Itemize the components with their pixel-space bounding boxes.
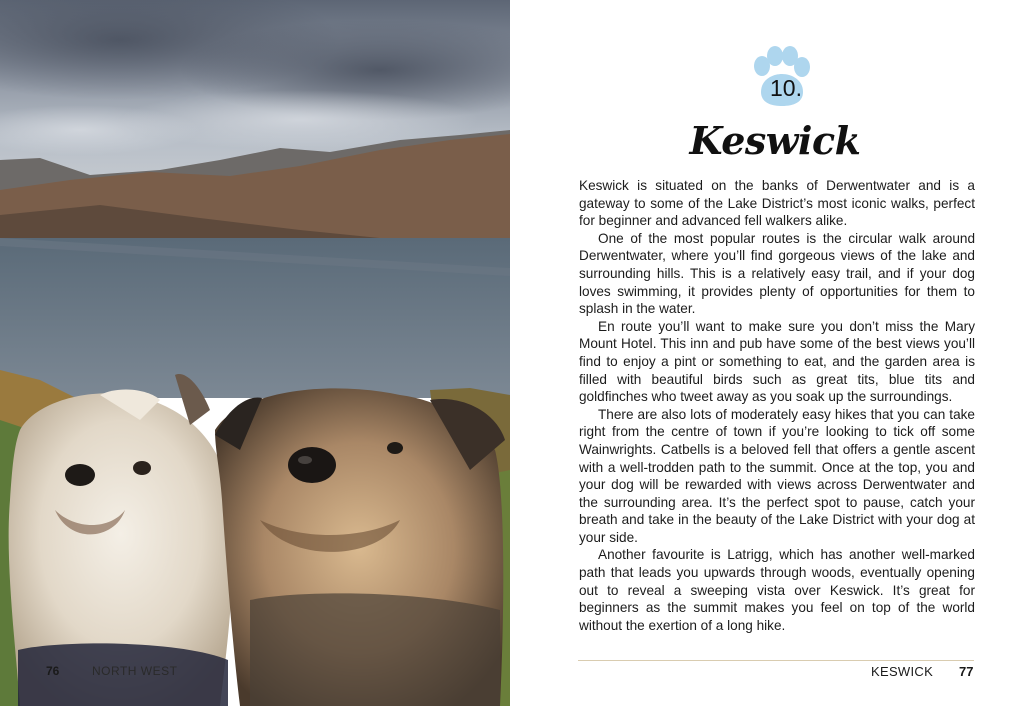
article-body xyxy=(579,177,975,634)
paragraph: Keswick is situated on the banks of Derwentwater and is a gateway to some of the Lake District’s most iconic walks, perfect for beginner and advanced fell walkers alike. xyxy=(579,178,975,229)
paragraph: There are also lots of moderately easy hikes that you can take right from the centre of town if you’re looking to tick off some Wainwrights. Catbells is a beloved fell that offers a gentle ascent with a well-trodden path to the summit. Once at the top, you and your dog will be rewarded with views across Derwentwater and the surrounding area. It’s the perfect spot to pause, catch your breath and take in the beauty of the Lake District with your dog at your side. xyxy=(579,406,975,545)
right-page-number: 77 xyxy=(959,664,974,679)
left-running-footer: NORTH WEST xyxy=(92,664,178,678)
paragraph: En route you’ll want to make sure you don’t miss the Mary Mount Hotel. This inn and pub have some of the best views you’ll find to enjoy a pint or something to eat, and the garden area is filled with beautiful birds such as great tits, blue tits and goldfinches who tweet away as you soak up the surroundings. xyxy=(579,318,975,405)
right-page xyxy=(510,0,1020,706)
right-running-footer: KESWICK xyxy=(871,664,934,679)
page-title: Keswick xyxy=(689,118,861,163)
paragraph: One of the most popular routes is the circular walk around Derwentwater, where you’ll find gorgeous views of the lake and surrounding hills. This is a relatively easy trail, and if your dog loves swimming, it provides plenty of opportunities for them to splash in the water. xyxy=(579,230,975,317)
left-page-number: 76 xyxy=(46,664,60,678)
chapter-number: 10. xyxy=(770,75,802,101)
footer-divider xyxy=(578,660,974,661)
paragraph: Another favourite is Latrigg, which has another well-marked path that leads you upwards through woods, eventually opening out to reveal a sweeping vista over Keswick. It’s great for beginners as the summit makes you feel on top of the world without the exertion of a long hike. xyxy=(579,547,975,633)
